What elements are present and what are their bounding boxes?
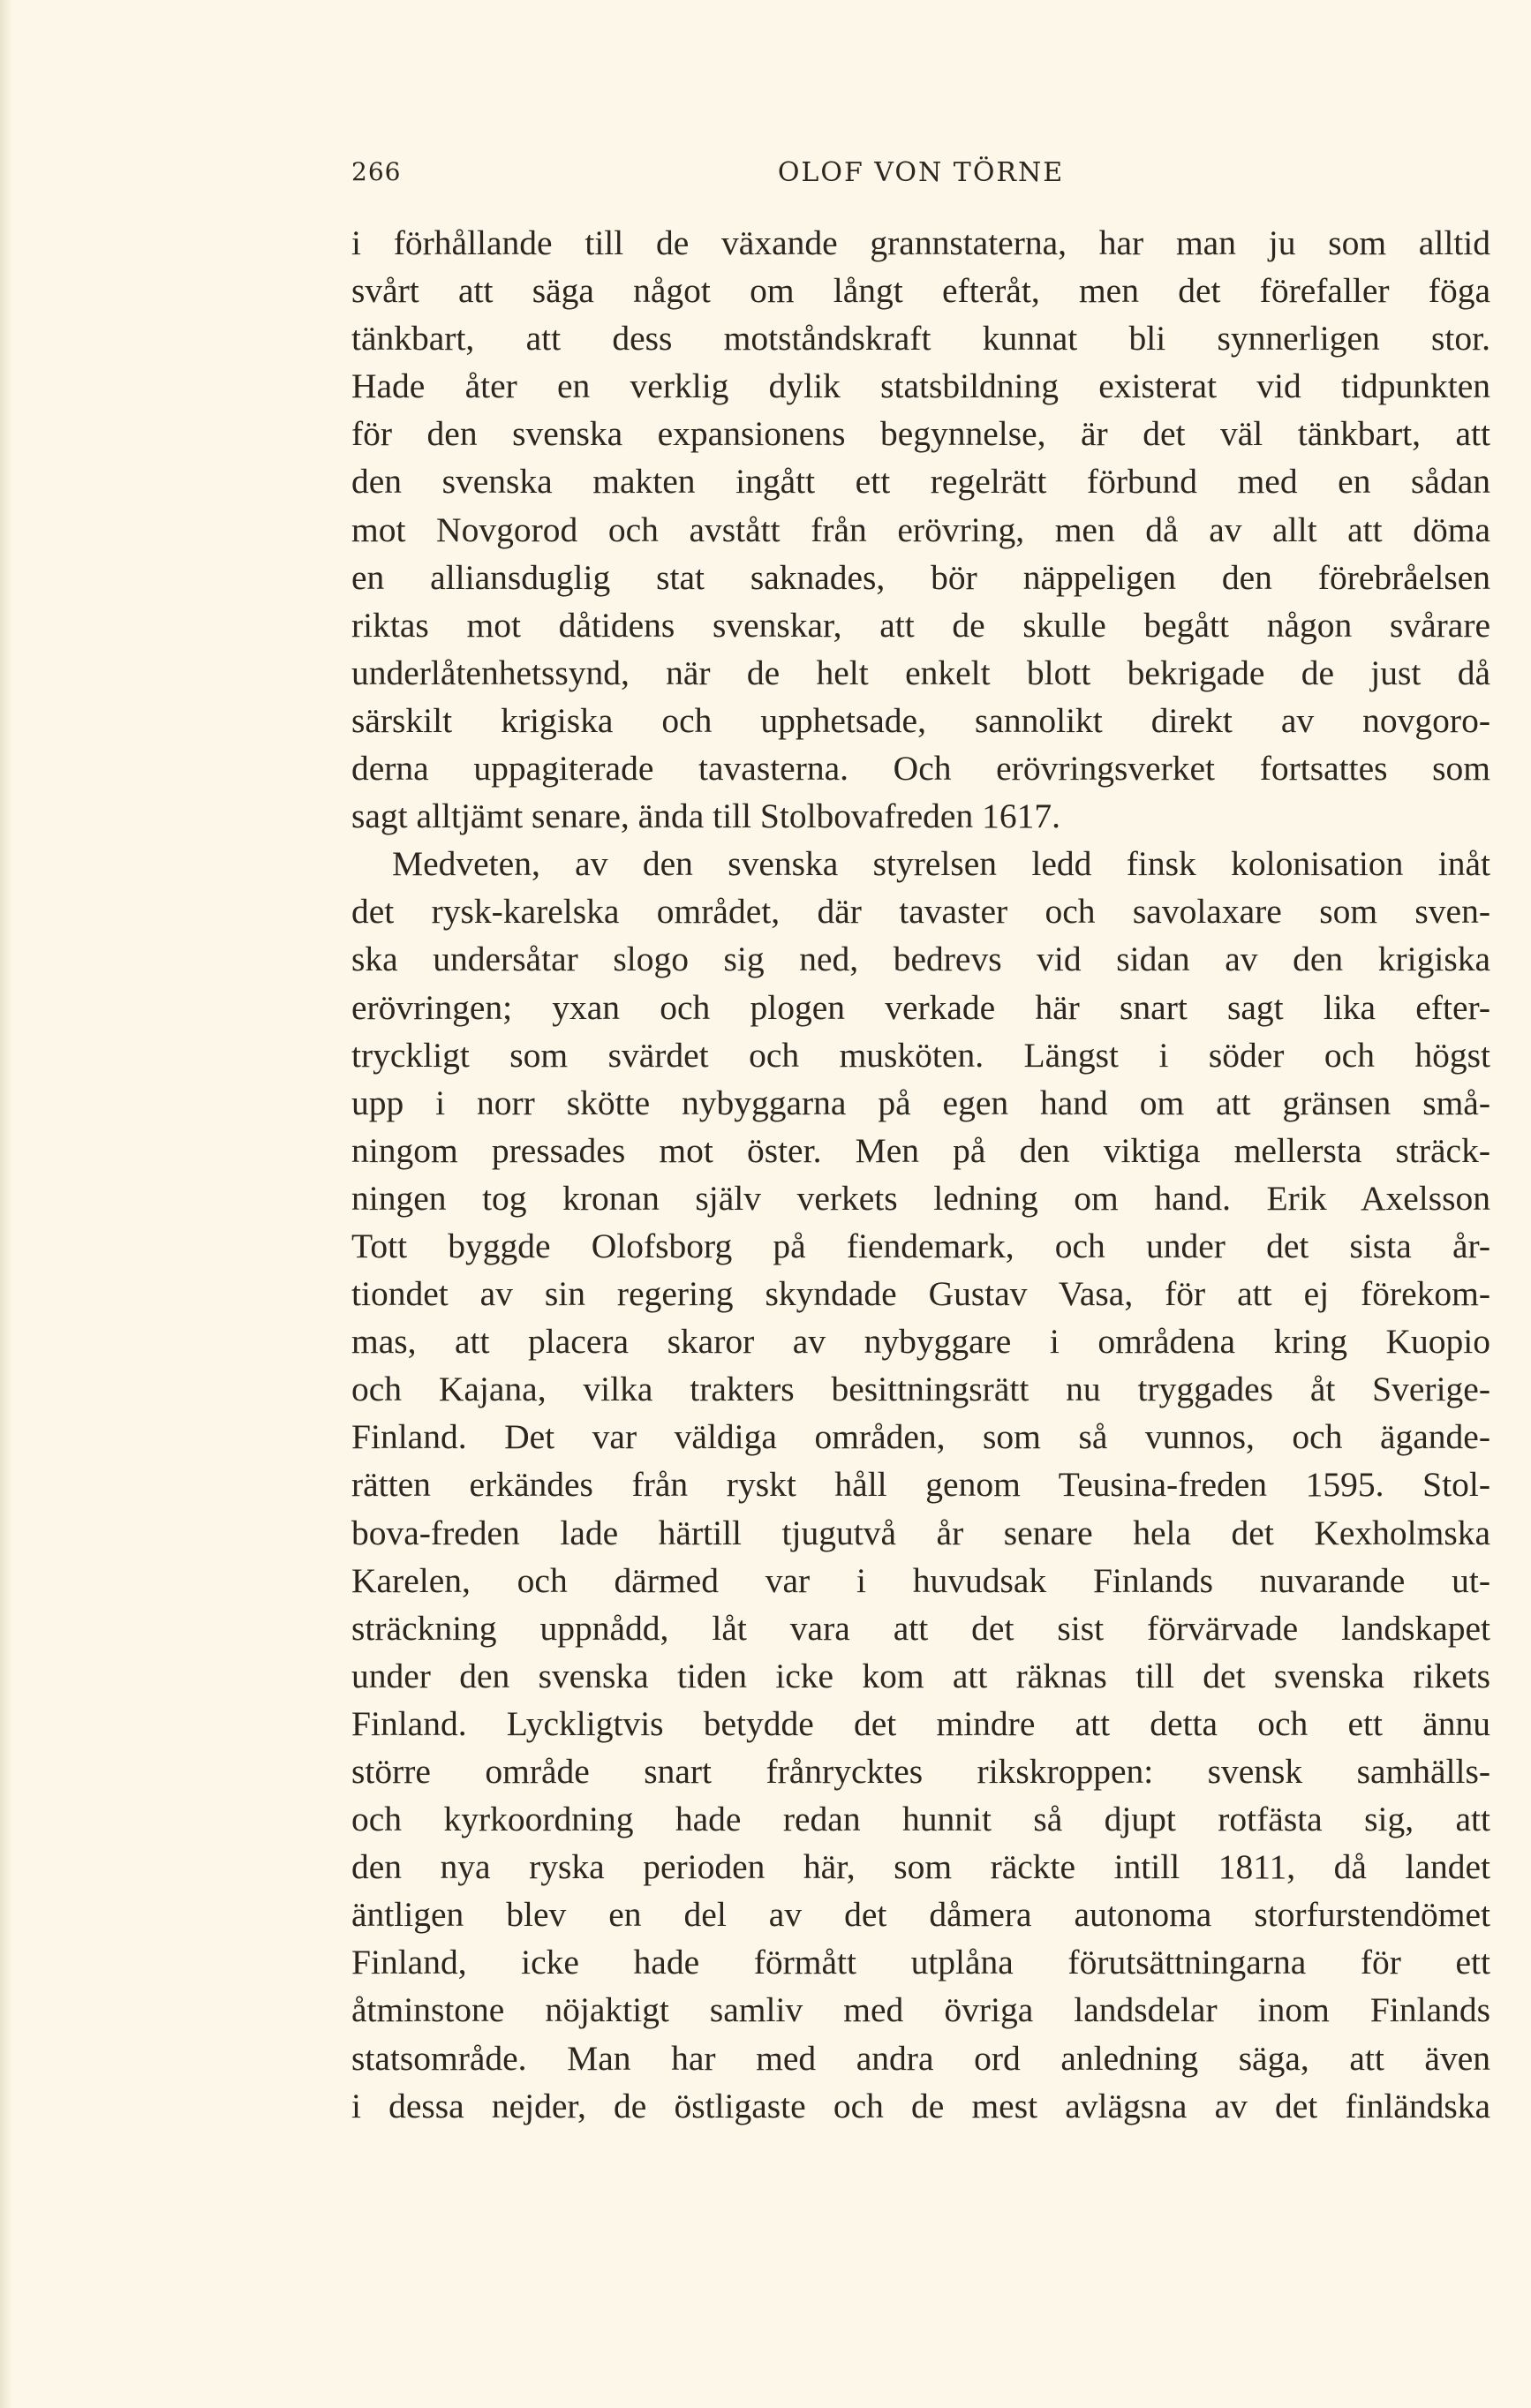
text-line: tiondet av sin regering skyndade Gustav Vasa, för att ej förekom- <box>351 1274 1490 1314</box>
text-line: riktas mot dåtidens svenskar, att de skulle begått någon svårare <box>351 605 1490 645</box>
text-line: ningom pressades mot öster. Men på den viktiga mellersta sträck- <box>351 1130 1490 1170</box>
page-header <box>351 157 1490 196</box>
text-line: mas, att placera skaror av nybyggare i områdena kring Kuopio <box>351 1322 1490 1362</box>
text-line: den svenska makten ingått ett regelrätt förbund med en sådan <box>351 462 1490 502</box>
text-line: ningen tog kronan själv verkets ledning om hand. Erik Axelsson <box>351 1178 1490 1218</box>
text-line: Hade åter en verklig dylik statsbildning existerat vid tidpunkten <box>351 366 1490 406</box>
body-text <box>351 219 1490 2130</box>
text-line: och Kajana, vilka trakters besittningsrätt nu tryggades åt Sverige- <box>351 1370 1490 1409</box>
text-line: en alliansduglig stat saknades, bör näppeligen den förebråelsen <box>351 557 1490 597</box>
page-number: 266 <box>351 157 402 186</box>
text-line: erövringen; yxan och plogen verkade här snart sagt lika efter- <box>351 987 1490 1027</box>
text-line: Finland, icke hade förmått utplåna förutsättningarna för ett <box>351 1943 1490 1982</box>
text-line: för den svenska expansionens begynnelse, är det väl tänkbart, att <box>351 414 1490 454</box>
text-line: åtminstone nöjaktigt samliv med övriga landsdelar inom Finlands <box>351 1990 1490 2030</box>
running-head: OLOF VON TÖRNE <box>777 157 1065 188</box>
text-line: mot Novgorod och avstått från erövring, men då av allt att döma <box>351 510 1490 549</box>
text-line: Tott byggde Olofsborg på fiendemark, och under det sista år- <box>351 1226 1490 1265</box>
text-line: bova-freden lade härtill tjugutvå år senare hela det Kexholmska <box>351 1513 1490 1552</box>
text-line: äntligen blev en del av det dåmera autonoma storfurstendömet <box>351 1895 1490 1935</box>
text-line: större område snart frånrycktes rikskroppen: svensk samhälls- <box>351 1752 1490 1791</box>
text-line: statsområde. Man har med andra ord anledning säga, att även <box>351 2038 1490 2078</box>
text-line: sagt alltjämt senare, ända till Stolbovafreden 1617. <box>351 796 1060 836</box>
text-line: svårt att säga något om långt efteråt, men det förefaller föga <box>351 271 1490 311</box>
text-line: Medveten, av den svenska styrelsen ledd finsk kolonisation inåt <box>392 844 1490 884</box>
text-line: särskilt krigiska och upphetsade, sannolikt direkt av novgoro- <box>351 700 1490 740</box>
text-line: under den svenska tiden icke kom att räknas till det svenska rikets <box>351 1656 1490 1695</box>
text-line: Finland. Det var väldiga områden, som så vunnos, och ägande- <box>351 1417 1490 1457</box>
text-line: i dessa nejder, de östligaste och de mest avlägsna av det finländska <box>351 2086 1490 2125</box>
text-line: Finland. Lyckligtvis betydde det mindre att detta och ett ännu <box>351 1703 1490 1743</box>
text-line: tänkbart, att dess motståndskraft kunnat bli synnerligen stor. <box>351 319 1490 359</box>
text-line: och kyrkoordning hade redan hunnit så djupt rotfästa sig, att <box>351 1800 1490 1839</box>
text-line: ska undersåtar slogo sig ned, bedrevs vid sidan av den krigiska <box>351 940 1490 979</box>
text-line: Karelen, och därmed var i huvudsak Finlands nuvarande ut- <box>351 1560 1490 1600</box>
text-line: det rysk-karelska området, där tavaster och savolaxare som sven- <box>351 892 1490 932</box>
text-line: rätten erkändes från ryskt håll genom Teusina-freden 1595. Stol- <box>351 1465 1490 1505</box>
text-line: den nya ryska perioden här, som räckte intill 1811, då landet <box>351 1847 1490 1887</box>
page-edge-shadow <box>0 0 12 2408</box>
text-line: tryckligt som svärdet och musköten. Längst i söder och högst <box>351 1035 1490 1075</box>
text-line: underlåtenhetssynd, när de helt enkelt blott bekrigade de just då <box>351 653 1490 692</box>
text-line: sträckning uppnådd, låt vara att det sist förvärvade landskapet <box>351 1608 1490 1648</box>
text-line: upp i norr skötte nybyggarna på egen hand om att gränsen små- <box>351 1083 1490 1122</box>
text-line: i förhållande till de växande grannstaterna, har man ju som alltid <box>351 223 1490 262</box>
text-line: derna uppagiterade tavasterna. Och erövringsverket fortsattes som <box>351 749 1490 789</box>
